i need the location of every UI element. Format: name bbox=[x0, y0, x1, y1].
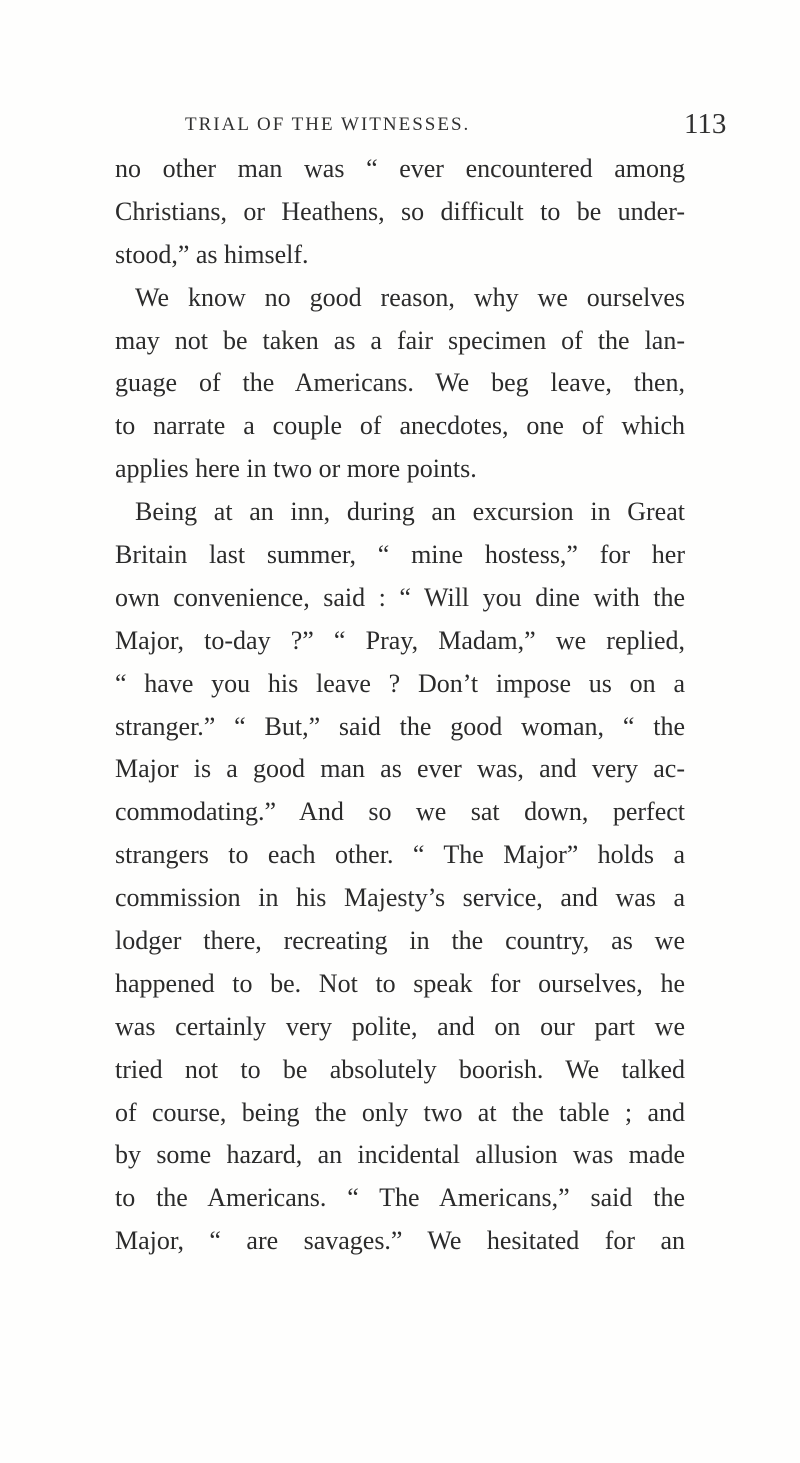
text-line: own convenience, said : “ Will you dine with the bbox=[115, 582, 685, 612]
text-line: happened to be. Not to speak for ourselves, he bbox=[115, 968, 685, 998]
text-line: stranger.” “ But,” said the good woman, “ the bbox=[115, 711, 685, 741]
running-title: TRIAL OF THE WITNESSES. bbox=[185, 114, 471, 135]
text-line: stood,” as himself. bbox=[115, 239, 309, 269]
text-line: may not be taken as a fair specimen of the lan- bbox=[115, 325, 685, 355]
text-line: Britain last summer, “ mine hostess,” for her bbox=[115, 540, 685, 570]
body-text bbox=[115, 148, 685, 1263]
text-line: to the Americans. “ The Americans,” said the bbox=[115, 1183, 685, 1213]
text-line: by some hazard, an incidental allusion was made bbox=[115, 1140, 685, 1170]
page-number: 113 bbox=[684, 108, 727, 140]
text-line: applies here in two or more points. bbox=[115, 454, 477, 484]
text-line: Major is a good man as ever was, and very ac- bbox=[115, 754, 685, 784]
text-line: to narrate a couple of anecdotes, one of which bbox=[115, 411, 685, 441]
text-line: was certainly very polite, and on our part we bbox=[115, 1011, 685, 1041]
text-line: tried not to be absolutely boorish. We talked bbox=[115, 1054, 685, 1084]
text-line: no other man was “ ever encountered among bbox=[115, 154, 685, 183]
text-line: strangers to each other. “ The Major” holds a bbox=[115, 840, 685, 870]
running-head bbox=[0, 108, 800, 144]
text-line: Major, “ are savages.” We hesitated for an bbox=[115, 1226, 685, 1256]
paragraph-start-line: We know no good reason, why we ourselves bbox=[135, 282, 685, 312]
text-line: Major, to-day ?” “ Pray, Madam,” we replied, bbox=[115, 625, 685, 655]
text-line: guage of the Americans. We beg leave, then, bbox=[115, 368, 685, 398]
text-line: commission in his Majesty’s service, and was a bbox=[115, 883, 685, 913]
text-line: lodger there, recreating in the country, as we bbox=[115, 926, 685, 956]
text-line: commodating.” And so we sat down, perfect bbox=[115, 797, 685, 827]
text-line: “ have you his leave ? Don’t impose us on a bbox=[115, 668, 685, 698]
text-line: Christians, or Heathens, so difficult to be under- bbox=[115, 196, 685, 226]
text-line: of course, being the only two at the table ; and bbox=[115, 1097, 685, 1127]
paragraph-start-line: Being at an inn, during an excursion in Great bbox=[135, 497, 685, 527]
